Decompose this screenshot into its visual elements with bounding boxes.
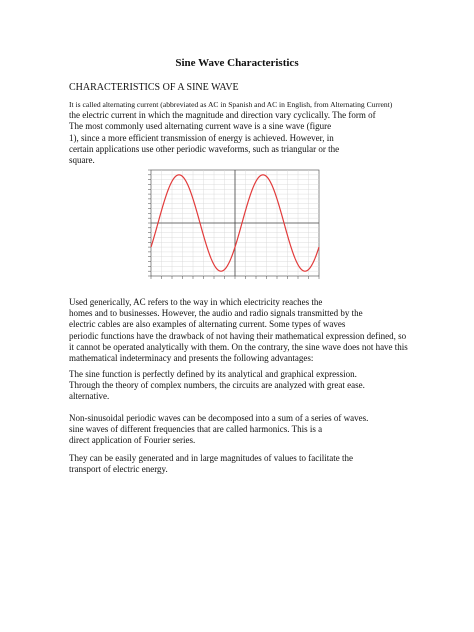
paragraph-line: homes and to businesses. However, the audio and radio signals transmitted by the [69,308,363,319]
section-heading: CHARACTERISTICS OF A SINE WAVE [69,82,239,93]
paragraph-line: certain applications use other periodic waveforms, such as triangular or the [69,143,340,154]
paragraph-line: Non-sinusoidal periodic waves can be decomposed into a sum of a series of waves. [69,413,369,423]
paragraph-line: The sine function is perfectly defined by its analytical and graphical expression. [69,369,357,379]
paragraph-advantage-2 [69,413,368,447]
paragraph-line: electric cables are also examples of alternating current. Some types of waves [69,319,346,330]
sine-wave-chart [145,166,322,284]
paragraph-line: They can be easily generated and in large magnitudes of values to facilitate the [69,453,353,463]
paragraph-line: Used generically, AC refers to the way in which electricity reaches the [69,297,323,307]
paragraph-line: direct application of Fourier series. [69,435,196,446]
paragraph-intro [69,99,392,166]
paragraph-ac-usage [69,297,408,364]
paragraph-line: mathematical indeterminacy and presents the following advantages: [69,353,314,364]
paragraph-line: 1), since a more efficient transmission of energy is achieved. However, in [69,132,334,143]
paragraph-line: sine waves of different frequencies that are called harmonics. This is a [69,424,323,435]
sine-wave-figure [145,166,322,284]
paragraph-advantage-1 [69,369,365,403]
paragraph-line: it cannot be operated analytically with them. On the contrary, the sine wave does not have this [69,341,408,352]
paragraph-line: It is called alternating current (abbreviated as AC in Spanish and AC in English, from Alternating Current) [69,100,393,109]
paragraph-line: The most commonly used alternating current wave is a sine wave (figure [69,121,332,132]
paragraph-advantage-3 [69,453,353,475]
document-title: Sine Wave Characteristics [175,57,299,69]
paragraph-line: square. [69,155,95,166]
paragraph-line: periodic functions have the drawback of not having their mathematical expression defined, so [69,330,407,341]
paragraph-line: alternative. [69,391,110,402]
paragraph-line: Through the theory of complex numbers, the circuits are analyzed with great ease. [69,380,365,391]
paragraph-line: transport of electric energy. [69,464,168,475]
paragraph-line: the electric current in which the magnitude and direction vary cyclically. The form of [69,110,376,121]
